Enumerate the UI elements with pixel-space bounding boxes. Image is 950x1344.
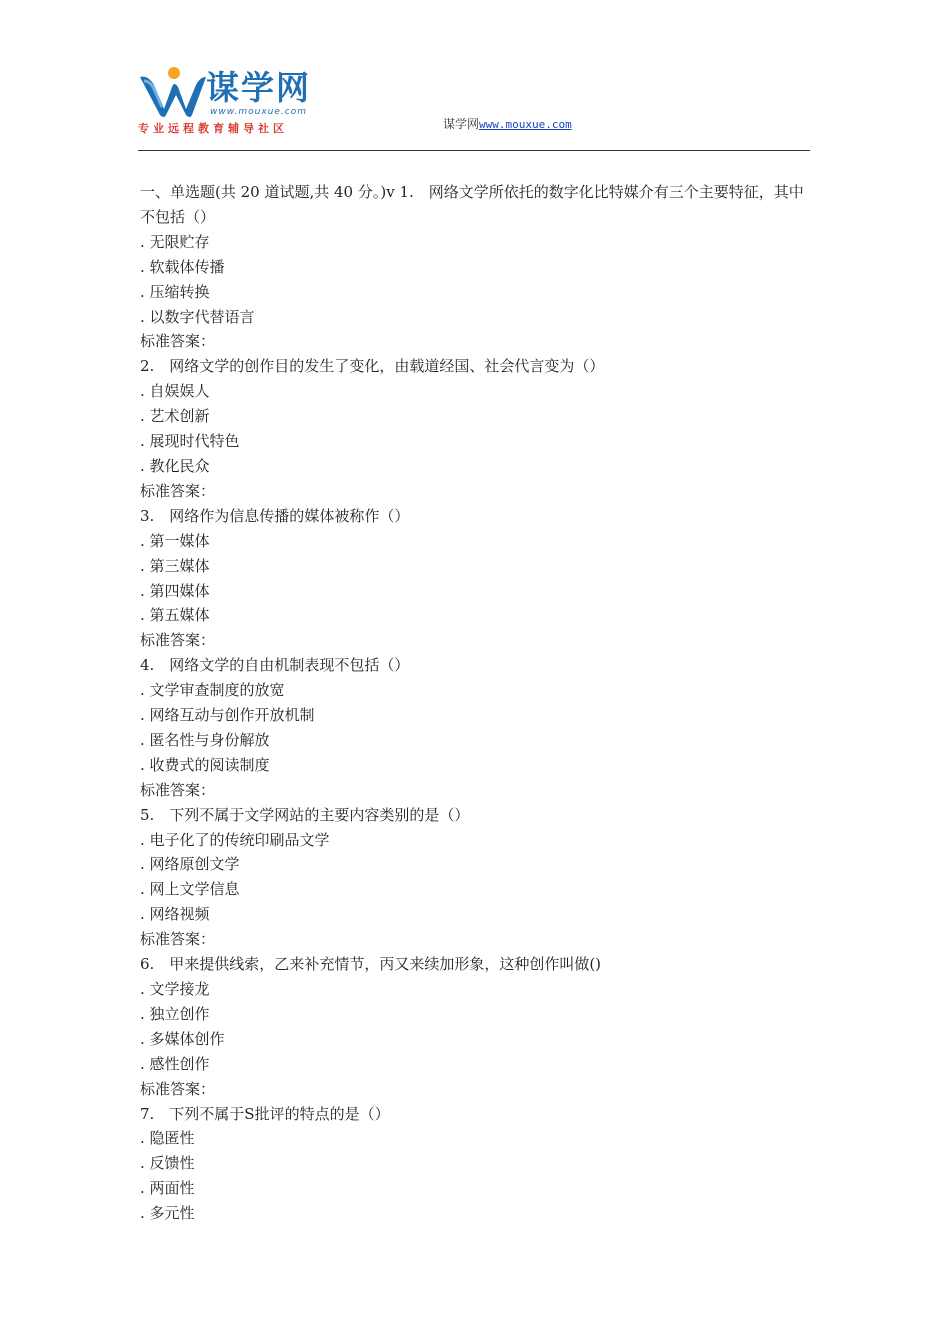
question-list [140,180,812,1226]
header-divider [138,150,810,151]
option: . 网络互动与创作开放机制 [140,706,315,725]
question-stem: 5. 下列不属于文学网站的主要内容类别的是（） [140,805,470,824]
logo-mark-icon [138,65,208,120]
option: . 教化民众 [140,456,210,475]
option: . 独立创作 [140,1004,210,1023]
question-stem: 7. 下列不属于S批评的特点的是（） [140,1104,390,1123]
option: . 压缩转换 [140,282,210,301]
logo [138,65,328,135]
option: . 网络原创文学 [140,855,240,874]
option: . 第四媒体 [140,581,210,600]
option: . 隐匿性 [140,1129,195,1148]
header-site-info [443,115,572,132]
answer-label: 标准答案： [140,780,216,799]
option: . 无限贮存 [140,232,210,251]
option: . 网络视频 [140,905,210,924]
question-6 [140,952,812,1101]
question-stem: 6. 甲来提供线索，乙来补充情节，丙又来续加形象，这种创作叫做() [140,955,602,974]
option: . 自娱娱人 [140,382,210,401]
question-stem: 2. 网络文学的创作目的发生了变化，由载道经国、社会代言变为（） [140,357,605,376]
site-link[interactable]: www.mouxue.com [479,118,572,131]
question-3 [140,504,812,653]
option: . 两面性 [140,1179,195,1198]
option: . 文学接龙 [140,980,210,998]
logo-url: www.mouxue.com [210,107,307,117]
answer-label: 标准答案： [140,481,216,500]
option: . 软载体传播 [140,257,225,276]
option: . 多元性 [140,1204,195,1223]
option: . 第一媒体 [140,531,210,550]
question-7 [140,1102,812,1227]
question-4 [140,653,812,802]
option: . 第三媒体 [140,556,210,575]
logo-slogan: 专业远程教育辅导社区 [138,122,288,135]
question-2 [140,354,812,503]
option: . 第五媒体 [140,606,210,625]
section-intro: 一、单选题(共 20 道试题,共 40 分。)v 1. 网络文学所依托的数字化比特媒介有三个主要特征，其中不包括（） [140,183,804,226]
option: . 以数字代替语言 [140,307,255,326]
option: . 文学审查制度的放宽 [140,681,285,700]
question-stem: 4. 网络文学的自由机制表现不包括（） [140,656,410,675]
question-5 [140,803,812,952]
answer-label: 标准答案： [140,631,216,650]
option: . 电子化了的传统印刷品文学 [140,830,330,849]
option: . 艺术创新 [140,407,210,426]
site-name: 谋学网 [443,117,480,131]
option: . 反馈性 [140,1154,195,1173]
answer-label: 标准答案： [140,332,216,351]
question-1 [140,230,812,355]
answer-label: 标准答案： [140,1079,216,1098]
option: . 感性创作 [140,1054,210,1073]
option: . 匿名性与身份解放 [140,730,270,749]
option: . 多媒体创作 [140,1029,225,1048]
answer-label: 标准答案： [140,930,216,949]
option: . 网上文学信息 [140,880,240,899]
page-header [138,60,810,152]
option: . 收费式的阅读制度 [140,755,270,774]
option: . 展现时代特色 [140,432,240,451]
logo-title: 谋学网 [206,68,311,107]
question-stem: 3. 网络作为信息传播的媒体被称作（） [140,506,410,525]
